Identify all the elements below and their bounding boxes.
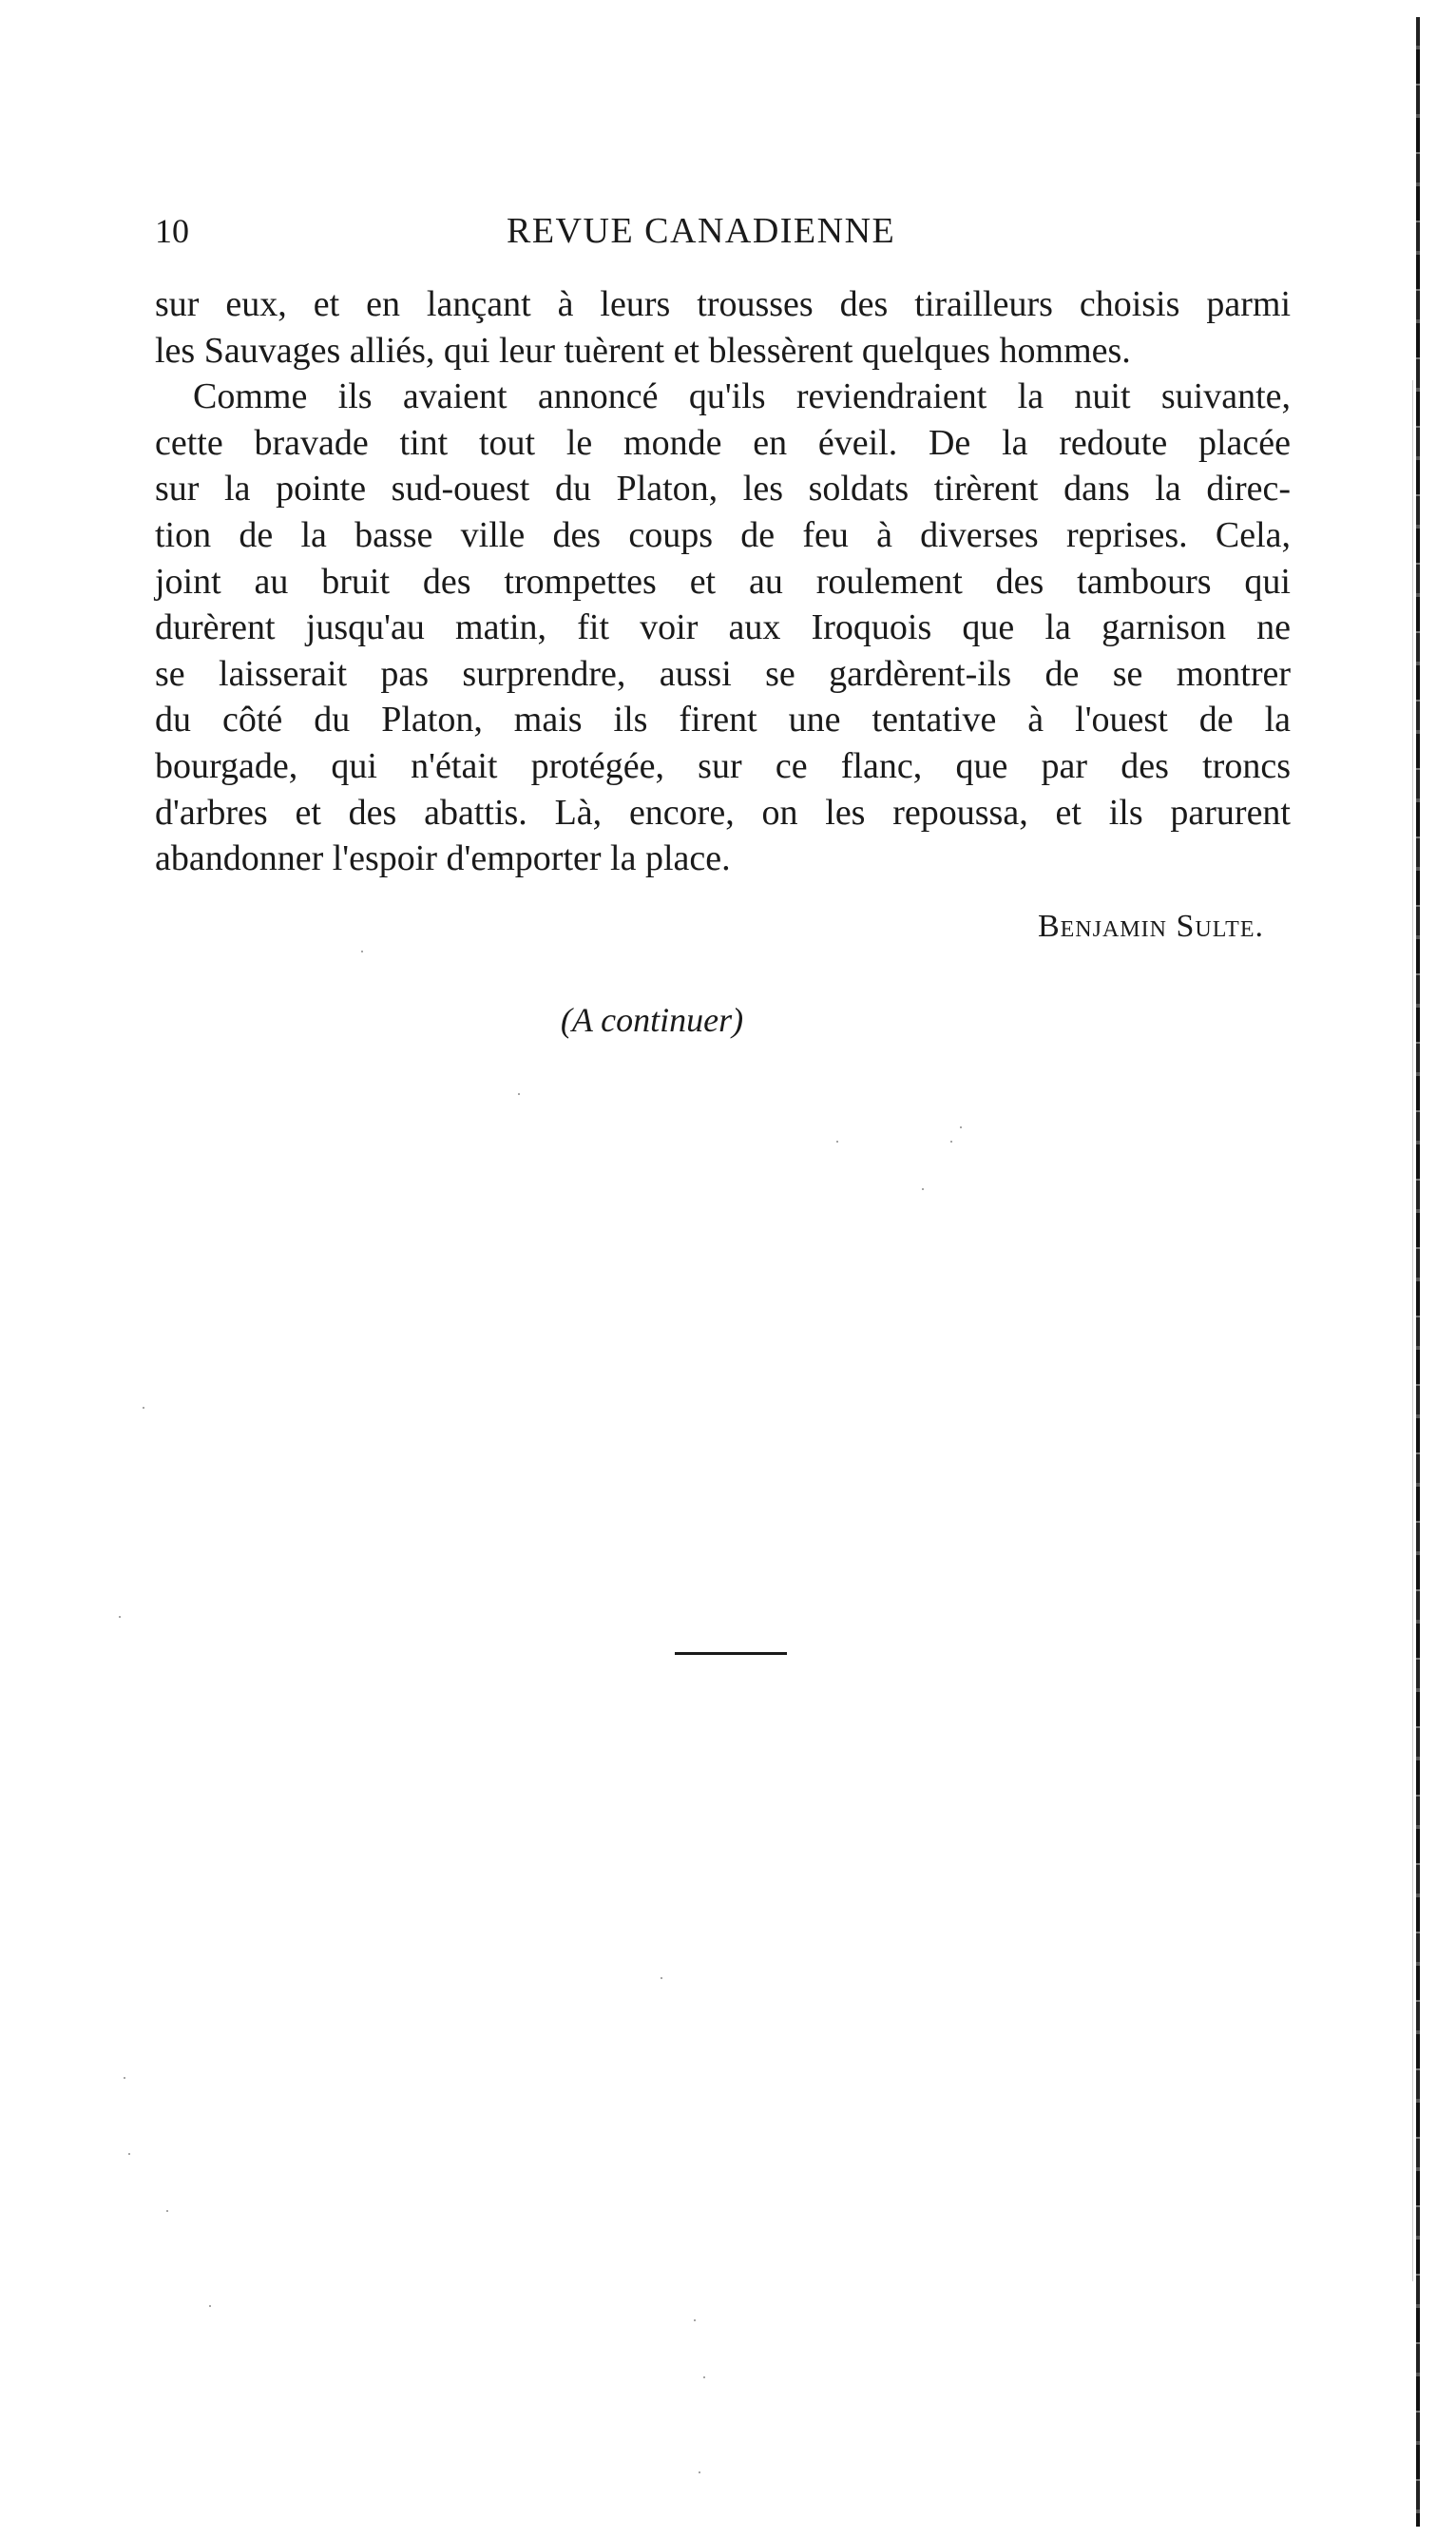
page-edge-border bbox=[1416, 17, 1420, 2527]
author-signature: Benjamin Sulte. bbox=[1037, 909, 1264, 944]
text-line: joint au bruit des trompettes et au roulement des tambours qui bbox=[155, 561, 1291, 602]
text-line: abandonner l'espoir d'emporter la place. bbox=[155, 838, 731, 879]
scan-speck bbox=[119, 1616, 121, 1618]
page-number: 10 bbox=[155, 212, 189, 250]
scan-speck bbox=[361, 951, 363, 952]
scan-speck bbox=[166, 2210, 168, 2212]
scan-speck bbox=[950, 1141, 952, 1143]
text-line: bourgade, qui n'était protégée, sur ce flanc, que par des troncs bbox=[155, 745, 1291, 786]
scan-speck bbox=[960, 1126, 962, 1128]
journal-title: REVUE CANADIENNE bbox=[507, 211, 896, 251]
text-line: du côté du Platon, mais ils firent une tentative à l'ouest de la bbox=[155, 700, 1291, 740]
page-edge-shadow bbox=[1412, 380, 1413, 2281]
text-line: d'arbres et des abattis. Là, encore, on les repoussa, et ils parurent bbox=[155, 792, 1291, 833]
scan-speck bbox=[694, 2319, 696, 2321]
text-line: sur eux, et en lançant à leurs trousses des tirailleurs choisis parmi bbox=[155, 284, 1291, 324]
scan-speck bbox=[518, 1093, 520, 1095]
continuation-note bbox=[0, 998, 1456, 1042]
continuation-text: (A continuer) bbox=[560, 1001, 744, 1039]
text-line: se laisserait pas surprendre, aussi se gardèrent-ils de se montrer bbox=[155, 653, 1291, 694]
scan-speck bbox=[128, 2153, 130, 2155]
scan-speck bbox=[699, 2471, 700, 2473]
scan-speck bbox=[143, 1407, 144, 1409]
scan-speck bbox=[661, 1977, 662, 1979]
text-line: durèrent jusqu'au matin, fit voir aux Iroquois que la garnison ne bbox=[155, 607, 1291, 648]
text-line: tion de la basse ville des coups de feu à diverses reprises. Cela, bbox=[155, 514, 1291, 555]
text-line: sur la pointe sud-ouest du Platon, les soldats tirèrent dans la direc- bbox=[155, 469, 1291, 510]
scan-speck bbox=[703, 2376, 705, 2378]
scan-speck bbox=[836, 1141, 838, 1143]
body-paragraphs bbox=[155, 281, 1291, 882]
text-line: cette bravade tint tout le monde en éveil. De la redoute placée bbox=[155, 422, 1291, 463]
running-head bbox=[155, 207, 1291, 255]
scan-speck bbox=[124, 2077, 125, 2079]
text-line: Comme ils avaient annoncé qu'ils reviendraient la nuit suivante, bbox=[193, 376, 1291, 417]
end-rule bbox=[675, 1652, 787, 1655]
scan-speck bbox=[922, 1188, 924, 1190]
scan-speck bbox=[209, 2305, 211, 2307]
text-line: les Sauvages alliés, qui leur tuèrent et blessèrent quelques hommes. bbox=[155, 330, 1131, 371]
